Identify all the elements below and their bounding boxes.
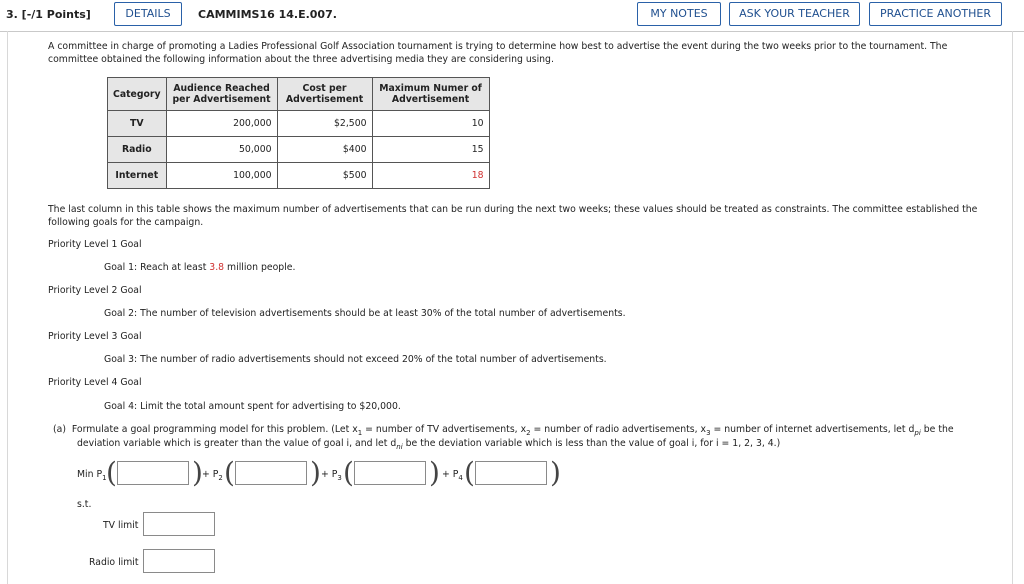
question-points: 3. [-/1 Points] bbox=[6, 8, 91, 21]
part-a-text-2: = number of TV advertisements, x bbox=[362, 424, 527, 435]
table-header-cost: Cost per Advertisement bbox=[277, 78, 372, 111]
table-cell-max: 15 bbox=[372, 137, 489, 163]
open-paren-4: ( bbox=[464, 456, 475, 489]
details-button[interactable]: DETAILS bbox=[114, 2, 182, 26]
table-cell-audience: 100,000 bbox=[166, 163, 277, 189]
table-header-row bbox=[108, 78, 490, 111]
objective-p4-label: + $P_4$ bbox=[442, 469, 463, 482]
open-paren-2: ( bbox=[224, 456, 235, 489]
question-id: CAMMIMS16 14.E.007. bbox=[198, 8, 337, 21]
goal-1-text bbox=[104, 261, 295, 274]
radio-limit-label: Radio limit bbox=[89, 557, 139, 568]
goal-1-suffix: million people. bbox=[224, 262, 296, 273]
table-cell-category: Radio bbox=[108, 137, 167, 163]
part-a-text-7: be the deviation variable which is less than the value of goal i, for i = 1, 2, 3, 4.) bbox=[402, 438, 781, 449]
objective-min-label: Min $P_1$ bbox=[77, 469, 107, 482]
objective-p4-input[interactable] bbox=[475, 461, 547, 485]
table-header-max: Maximum Numer of Advertisement bbox=[372, 78, 489, 111]
intro-text-line1: A committee in charge of promoting a Ladies Professional Golf Association tournament is trying to determine how best to advertise the event during the two weeks prior to the tournament. The bbox=[48, 41, 948, 52]
priority-level-3-label: Priority Level 3 Goal bbox=[48, 331, 142, 342]
table-row bbox=[108, 111, 490, 137]
advertising-table bbox=[107, 77, 490, 189]
objective-p1-input[interactable] bbox=[117, 461, 189, 485]
open-paren-3: ( bbox=[343, 456, 354, 489]
close-paren-1: ) bbox=[192, 456, 203, 489]
my-notes-button[interactable]: MY NOTES bbox=[637, 2, 721, 26]
table-header-audience: Audience Reached per Advertisement bbox=[166, 78, 277, 111]
close-paren-2: ) bbox=[310, 456, 321, 489]
priority-level-1-label: Priority Level 1 Goal bbox=[48, 239, 142, 250]
objective-p3-input[interactable] bbox=[354, 461, 426, 485]
min-text: Min P bbox=[77, 469, 103, 480]
radio-limit-input[interactable] bbox=[143, 549, 215, 573]
table-cell-cost: $400 bbox=[277, 137, 372, 163]
part-a-text-6: deviation variable which is greater than the value of goal i, and let d bbox=[77, 438, 397, 449]
subject-to-label: s.t. bbox=[77, 499, 92, 510]
question-header bbox=[0, 0, 1024, 32]
priority-level-2-label: Priority Level 2 Goal bbox=[48, 285, 142, 296]
part-a-text-5: be the bbox=[920, 424, 954, 435]
goal-1-prefix: Goal 1: Reach at least bbox=[104, 262, 210, 273]
open-paren-1: ( bbox=[106, 456, 117, 489]
table-cell-audience: 200,000 bbox=[166, 111, 277, 137]
objective-p3-label: + $P_3$ bbox=[321, 469, 342, 482]
objective-p2-label: + $P_2$ bbox=[202, 469, 223, 482]
content-right-border bbox=[1012, 31, 1013, 584]
table-cell-category: TV bbox=[108, 111, 167, 137]
table-cell-max-highlighted: 18 bbox=[372, 163, 489, 189]
intro-text-line2: committee obtained the following information about the three advertising media they are considering using. bbox=[48, 54, 554, 65]
close-paren-4: ) bbox=[550, 456, 561, 489]
goal-1-value: 3.8 bbox=[209, 262, 225, 273]
part-a-label: (a) bbox=[53, 424, 66, 435]
table-cell-audience: 50,000 bbox=[166, 137, 277, 163]
table-cell-cost: $2,500 bbox=[277, 111, 372, 137]
content-left-border bbox=[7, 31, 8, 584]
part-a-text-3: = number of radio advertisements, x bbox=[530, 424, 707, 435]
after-table-text-line2: following goals for the campaign. bbox=[48, 217, 204, 228]
table-cell-max: 10 bbox=[372, 111, 489, 137]
goal-2-text: Goal 2: The number of television advertisements should be at least 30% of the total number of advertisements. bbox=[104, 308, 626, 319]
tv-limit-label: TV limit bbox=[103, 520, 139, 531]
table-row bbox=[108, 137, 490, 163]
part-a-instructions-line2: deviation variable which is greater than the value of goal i, and let $d_{ni}$ be the deviation variable which is less than the value of goal i, for i = 1, 2, 3, 4.) bbox=[77, 438, 781, 451]
table-cell-cost: $500 bbox=[277, 163, 372, 189]
part-a-text-1: Formulate a goal programming model for this problem. (Let x bbox=[71, 424, 358, 435]
after-table-text-line1: The last column in this table shows the maximum number of advertisements that can be run during the next two weeks; these values should be treated as constraints. The committee established the bbox=[48, 204, 978, 215]
part-a-text-4: = number of internet advertisements, let d bbox=[710, 424, 915, 435]
goal-3-text: Goal 3: The number of radio advertisements should not exceed 20% of the total number of advertisements. bbox=[104, 354, 607, 365]
close-paren-3: ) bbox=[429, 456, 440, 489]
table-row bbox=[108, 163, 490, 189]
priority-level-4-label: Priority Level 4 Goal bbox=[48, 377, 142, 388]
ask-teacher-button[interactable]: ASK YOUR TEACHER bbox=[729, 2, 860, 26]
table-header-category: Category bbox=[108, 78, 167, 111]
tv-limit-input[interactable] bbox=[143, 512, 215, 536]
objective-p2-input[interactable] bbox=[235, 461, 307, 485]
goal-4-text: Goal 4: Limit the total amount spent for advertising to $20,000. bbox=[104, 401, 401, 412]
part-a-instructions-line1: (a) Formulate a goal programming model for this problem. (Let $x_1$ = number of TV advertisements, $x_2$ = number of radio advertisements, $x_3$ = number of internet advertisements, let $d_{pi}$ be the bbox=[53, 424, 954, 437]
table-cell-category: Internet bbox=[108, 163, 167, 189]
practice-another-button[interactable]: PRACTICE ANOTHER bbox=[869, 2, 1002, 26]
